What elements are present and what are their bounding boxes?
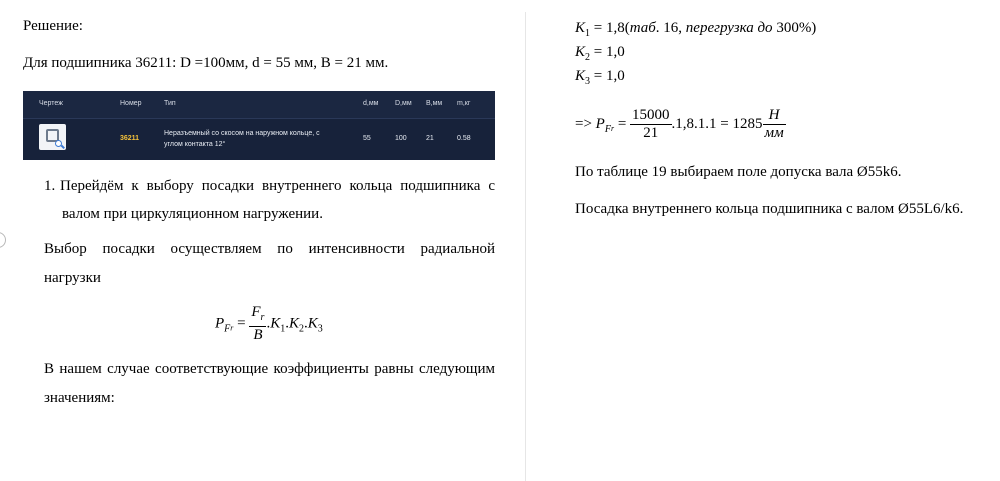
bearing-drawing-thumbnail[interactable] [39,124,66,150]
coef-k3: $K_3 = 1,0$ [575,68,625,87]
para1-line1: Выбор посадки осуществляем по интенсивности радиальной [44,241,495,257]
para2-line1: В нашем случае соответствующие коэффициенты равны следующим [44,361,495,377]
solution-heading: Решение: [23,18,83,34]
bearing-table-header [23,91,495,119]
coef-k1: $K_1 = 1,8(таб$. 16, перегрузка до 300%) [575,20,817,39]
column-divider [525,12,526,481]
formula-radial-load: $P_{Fr}$ = $\frac{F_r}{B}$ $.K_1.K_2.K_3$ [215,304,323,343]
cell-d: 55 [363,135,371,142]
bearing-number: 36211 [120,135,140,142]
bearing-type: Неразъемный со скосом на наружном кольце, с углом контакта 12° [164,130,320,148]
col-type: Тип [164,100,176,107]
fit-text: Посадка внутреннего кольца подшипника с валом Ø55L6/k6. [575,201,964,217]
col-m: m,кг [457,100,471,107]
col-B: B,мм [426,100,443,107]
col-d: d,мм [363,100,379,107]
para2-line2: значениям: [44,390,115,406]
bearing-table [23,91,495,160]
item1-line1: Перейдём к выбору посадки внутреннего кольца подшипника с [60,178,495,194]
coef-k2: $K_2 = 1,0$ [575,44,625,63]
formula-calculation: => $P_{Fr}$ = $\frac{15000}{21}$ .1,8.1.1 = 1285 $\frac{Н}{мм}$ [575,107,784,141]
cell-D: 100 [395,135,407,142]
list-marker: 1. [44,178,56,194]
para1-line2: нагрузки [44,270,101,286]
bearing-dimensions: Для подшипника 36211: D =100мм, d = 55 мм, B = 21 мм. [23,55,389,71]
col-number: Номер [120,100,142,107]
margin-marker [0,232,6,248]
col-drawing: Чертеж [39,100,63,107]
cell-B: 21 [426,135,434,142]
cell-m: 0.58 [457,135,471,142]
item1-line2: валом при циркуляционном нагружении. [62,206,323,222]
shaft-tolerance-text: По таблице 19 выбираем поле допуска вала Ø55k6. [575,164,902,180]
col-D: D,мм [395,100,412,107]
